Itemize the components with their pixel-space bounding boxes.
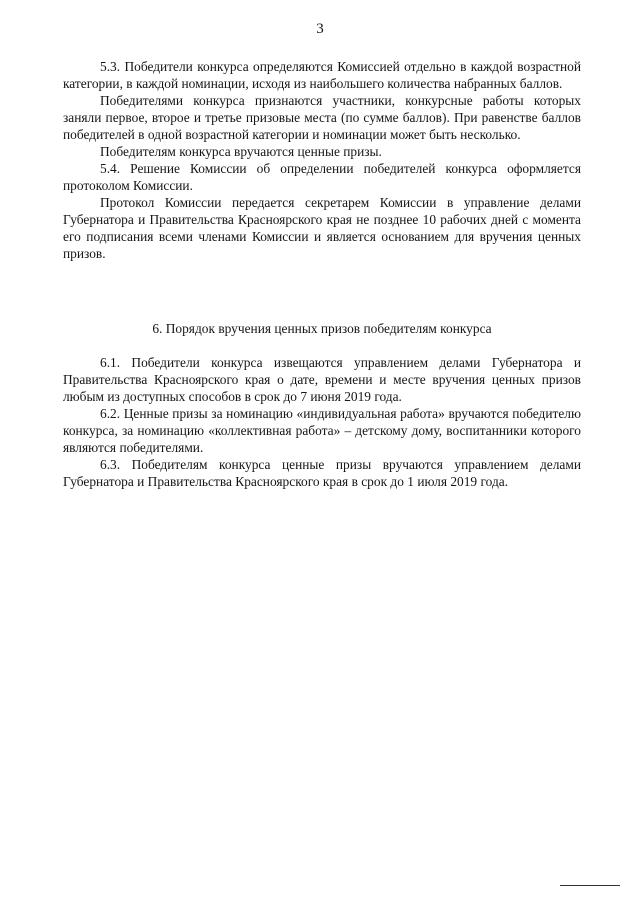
paragraph-6-2: 6.2. Ценные призы за номинацию «индивидуальная работа» вручаются победителю конкурса, за номинацию «коллективная работа» – детскому дому, воспитанники которого являются победителями. bbox=[63, 406, 581, 455]
bottom-rule bbox=[560, 885, 620, 886]
paragraph-prizes: Победителям конкурса вручаются ценные призы. bbox=[100, 144, 382, 159]
paragraph-protocol: Протокол Комиссии передается секретарем Комиссии в управление делами Губернатора и Правительства Красноярского края не позднее 10 рабочих дней с момента его подписания всеми членами Комиссии и является основанием для вручения ценных призов. bbox=[63, 195, 581, 261]
paragraph-5-4: 5.4. Решение Комиссии об определении победителей конкурса оформляется протоколом Комиссии. bbox=[63, 161, 581, 193]
section-6-heading: 6. Порядок вручения ценных призов победителям конкурса bbox=[152, 321, 492, 336]
paragraph-winners-definition: Победителями конкурса признаются участники, конкурсные работы которых заняли первое, второе и третье призовые места (по сумме баллов). При равенстве баллов победителей в одной возрастной категории и номинации может быть несколько. bbox=[63, 93, 581, 142]
paragraph-5-3: 5.3. Победители конкурса определяются Комиссией отдельно в каждой возрастной категории, в каждой номинации, исходя из наибольшего количества набранных баллов. bbox=[63, 59, 581, 91]
section-5-body bbox=[63, 58, 581, 262]
section-6-body bbox=[63, 354, 581, 490]
page-number: 3 bbox=[316, 21, 324, 37]
paragraph-6-1: 6.1. Победители конкурса извещаются управлением делами Губернатора и Правительства Красноярского края о дате, времени и месте вручения ценных призов любым из доступных способов в срок до 7 июня 2019 года. bbox=[63, 355, 581, 404]
paragraph-6-3: 6.3. Победителям конкурса ценные призы вручаются управлением делами Губернатора и Правительства Красноярского края в срок до 1 июля 2019 года. bbox=[63, 457, 581, 489]
